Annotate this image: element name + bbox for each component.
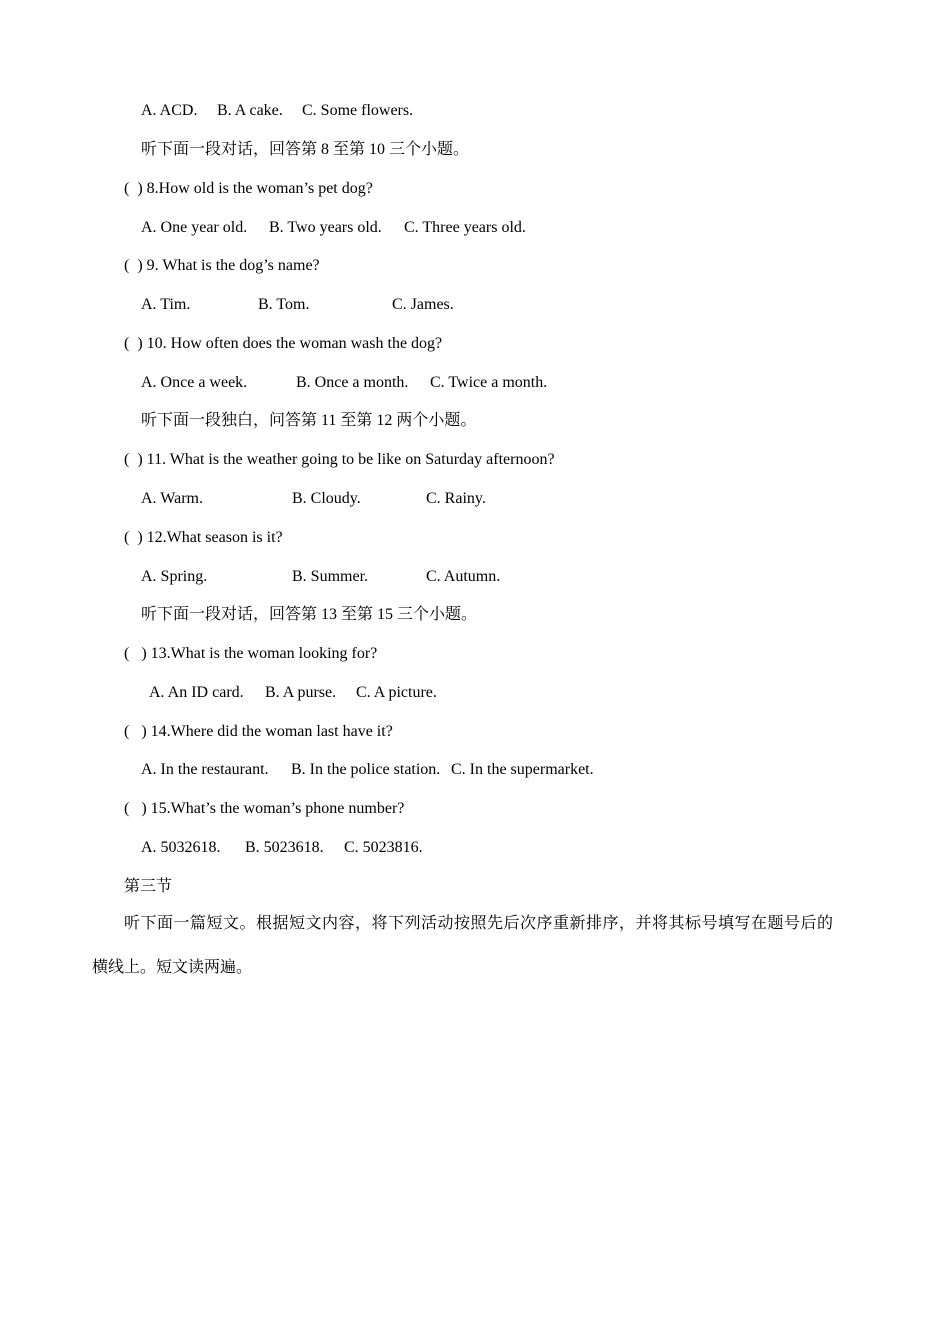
question-11: ( ) 11. What is the weather going to be like on Saturday afternoon?	[124, 451, 555, 468]
q10-option-b: B. Once a month.	[296, 374, 409, 391]
q8-option-a: A. One year old.	[141, 219, 248, 236]
q11-option-b: B. Cloudy.	[292, 490, 361, 507]
q15-option-b: B. 5023618.	[245, 839, 324, 856]
q9-option-a: A. Tim.	[141, 296, 191, 313]
q12-option-c: C. Autumn.	[426, 568, 501, 585]
question-15: ( ) 15.What’s the woman’s phone number?	[124, 800, 405, 817]
question-13: ( ) 13.What is the woman looking for?	[124, 645, 378, 662]
q12-option-b: B. Summer.	[292, 568, 369, 585]
section-heading: 第三节	[124, 878, 173, 895]
question-12: ( ) 12.What season is it?	[124, 529, 283, 546]
q14-option-a: A. In the restaurant.	[141, 761, 269, 778]
q14-option-b: B. In the police station.	[291, 761, 441, 778]
q10-option-c: C. Twice a month.	[430, 374, 548, 391]
q9-option-b: B. Tom.	[258, 296, 310, 313]
q12-option-a: A. Spring.	[141, 568, 208, 585]
q15-option-c: C. 5023816.	[344, 839, 423, 856]
q13-option-b: B. A purse.	[265, 684, 337, 701]
q8-option-b: B. Two years old.	[269, 219, 382, 236]
q15-option-a: A. 5032618.	[141, 839, 221, 856]
question-9: ( ) 9. What is the dog’s name?	[124, 257, 320, 274]
question-8: ( ) 8.How old is the woman’s pet dog?	[124, 180, 373, 197]
q13-option-c: C. A picture.	[356, 684, 437, 701]
q9-option-c: C. James.	[392, 296, 454, 313]
q11-option-a: A. Warm.	[141, 490, 203, 507]
instruction-q13-15: 听下面一段对话，回答第 13 至第 15 三个小题。	[141, 606, 478, 623]
question-14: ( ) 14.Where did the woman last have it?	[124, 723, 393, 740]
q10-option-a: A. Once a week.	[141, 374, 248, 391]
paragraph-line-2: 横线上。短文读两遍。	[92, 959, 253, 976]
q14-option-c: C. In the supermarket.	[451, 761, 594, 778]
paragraph-line-1: 听下面一篇短文。根据短文内容，将下列活动按照先后次序重新排序，并将其标号填写在题号后的	[124, 915, 834, 932]
q13-option-a: A. An ID card.	[149, 684, 244, 701]
q11-option-c: C. Rainy.	[426, 490, 486, 507]
q7-option-a: A. ACD.	[141, 102, 198, 119]
q7-option-c: C. Some flowers.	[302, 102, 414, 119]
instruction-q8-10: 听下面一段对话，回答第 8 至第 10 三个小题。	[141, 141, 470, 158]
question-10: ( ) 10. How often does the woman wash the dog?	[124, 335, 443, 352]
q7-option-b: B. A cake.	[217, 102, 283, 119]
instruction-q11-12: 听下面一段独白，问答第 11 至第 12 两个小题。	[141, 412, 477, 429]
q8-option-c: C. Three years old.	[404, 219, 526, 236]
